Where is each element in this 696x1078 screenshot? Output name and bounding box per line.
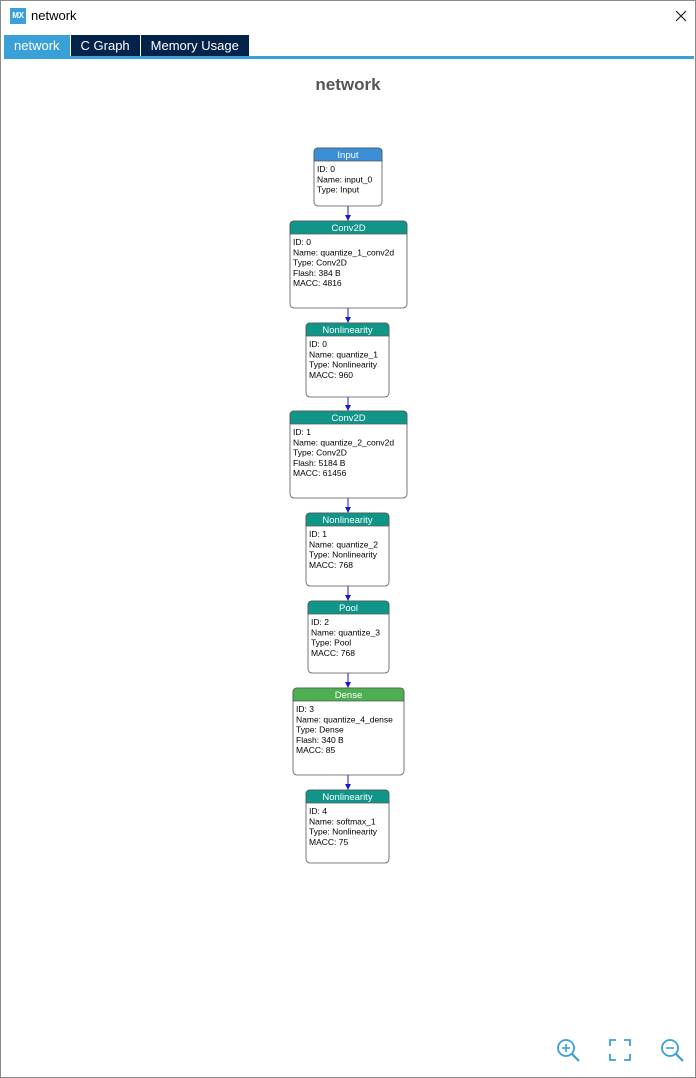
node-detail-line: ID: 1 bbox=[309, 529, 327, 539]
node-detail-line: Name: input_0 bbox=[317, 174, 373, 185]
window-title: network bbox=[31, 8, 77, 23]
node-detail-line: MACC: 85 bbox=[296, 745, 336, 756]
graph-node-conv2d[interactable] bbox=[290, 411, 407, 498]
graph-node-dense[interactable] bbox=[293, 688, 404, 775]
fit-screen-button[interactable] bbox=[607, 1037, 633, 1063]
node-header-label: Input bbox=[337, 150, 359, 161]
node-detail-line: Type: Dense bbox=[296, 724, 344, 735]
node-detail-line: ID: 2 bbox=[311, 617, 329, 627]
node-detail-line: MACC: 75 bbox=[309, 836, 349, 847]
diagram-title: network bbox=[315, 75, 381, 94]
zoom-in-icon bbox=[555, 1037, 581, 1063]
graph-edge bbox=[345, 673, 351, 688]
tab-c-graph[interactable]: C Graph bbox=[71, 35, 140, 56]
node-detail-line: Name: softmax_1 bbox=[309, 816, 376, 827]
graph-node-conv2d[interactable] bbox=[290, 221, 407, 308]
node-detail-line: MACC: 960 bbox=[309, 369, 353, 380]
node-detail-line: Flash: 340 B bbox=[296, 734, 344, 745]
graph-edge bbox=[345, 206, 351, 221]
node-detail-line: Type: Nonlinearity bbox=[309, 359, 378, 370]
fit-screen-icon bbox=[607, 1037, 633, 1063]
node-detail-line: Type: Conv2D bbox=[293, 257, 347, 268]
graph-node-nonlinearity[interactable] bbox=[306, 513, 389, 586]
node-header-label: Pool bbox=[338, 603, 359, 614]
node-detail-line: Name: quantize_1 bbox=[309, 349, 378, 360]
graph-edge bbox=[345, 586, 351, 601]
node-detail-line: Name: quantize_1_conv2d bbox=[293, 247, 395, 258]
node-header-label: Dense bbox=[334, 690, 363, 701]
node-detail-line: Name: quantize_2_conv2d bbox=[293, 437, 395, 448]
graph-node-pool[interactable] bbox=[308, 601, 389, 673]
node-detail-line: MACC: 768 bbox=[309, 559, 353, 570]
graph-node-nonlinearity[interactable] bbox=[306, 323, 389, 397]
tab-network[interactable]: network bbox=[4, 35, 70, 56]
node-detail-line: Type: Nonlinearity bbox=[309, 826, 378, 837]
graph-edge bbox=[345, 498, 351, 513]
node-detail-line: ID: 0 bbox=[309, 339, 327, 349]
node-detail-line: Type: Input bbox=[317, 184, 360, 195]
node-detail-line: ID: 0 bbox=[317, 164, 335, 174]
node-detail-line: ID: 4 bbox=[309, 806, 327, 816]
node-detail-line: Type: Conv2D bbox=[293, 447, 347, 458]
node-detail-line: Flash: 5184 B bbox=[293, 457, 346, 468]
node-detail-line: Type: Nonlinearity bbox=[309, 549, 378, 560]
node-detail-line: MACC: 768 bbox=[311, 647, 355, 658]
graph-node-input[interactable] bbox=[314, 148, 382, 206]
app-logo-icon: MX bbox=[10, 8, 26, 24]
node-detail-line: ID: 3 bbox=[296, 704, 314, 714]
node-header-label: Conv2D bbox=[331, 413, 366, 424]
node-detail-line: Name: quantize_3 bbox=[311, 627, 380, 638]
node-detail-line: Flash: 384 B bbox=[293, 267, 341, 278]
graph-edge bbox=[345, 308, 351, 323]
graph-node-nonlinearity[interactable] bbox=[306, 790, 389, 863]
node-detail-line: Type: Pool bbox=[311, 637, 352, 648]
zoom-in-button[interactable] bbox=[555, 1037, 581, 1063]
graph-edge bbox=[345, 397, 351, 411]
node-header-label: Nonlinearity bbox=[322, 792, 373, 803]
node-detail-line: Name: quantize_4_dense bbox=[296, 714, 393, 725]
node-detail-line: Name: quantize_2 bbox=[309, 539, 378, 550]
tab-memory-usage[interactable]: Memory Usage bbox=[141, 35, 249, 56]
zoom-out-button[interactable] bbox=[659, 1037, 685, 1063]
network-graph bbox=[1, 1, 695, 1001]
node-header-label: Nonlinearity bbox=[322, 325, 373, 336]
node-detail-line: MACC: 4816 bbox=[293, 278, 342, 289]
node-detail-line: ID: 1 bbox=[293, 427, 311, 437]
node-detail-line: ID: 0 bbox=[293, 237, 311, 247]
zoom-out-icon bbox=[659, 1037, 685, 1063]
node-detail-line: MACC: 61456 bbox=[293, 468, 347, 479]
node-header-label: Conv2D bbox=[331, 223, 366, 234]
node-header-label: Nonlinearity bbox=[322, 515, 373, 526]
graph-edge bbox=[345, 775, 351, 790]
